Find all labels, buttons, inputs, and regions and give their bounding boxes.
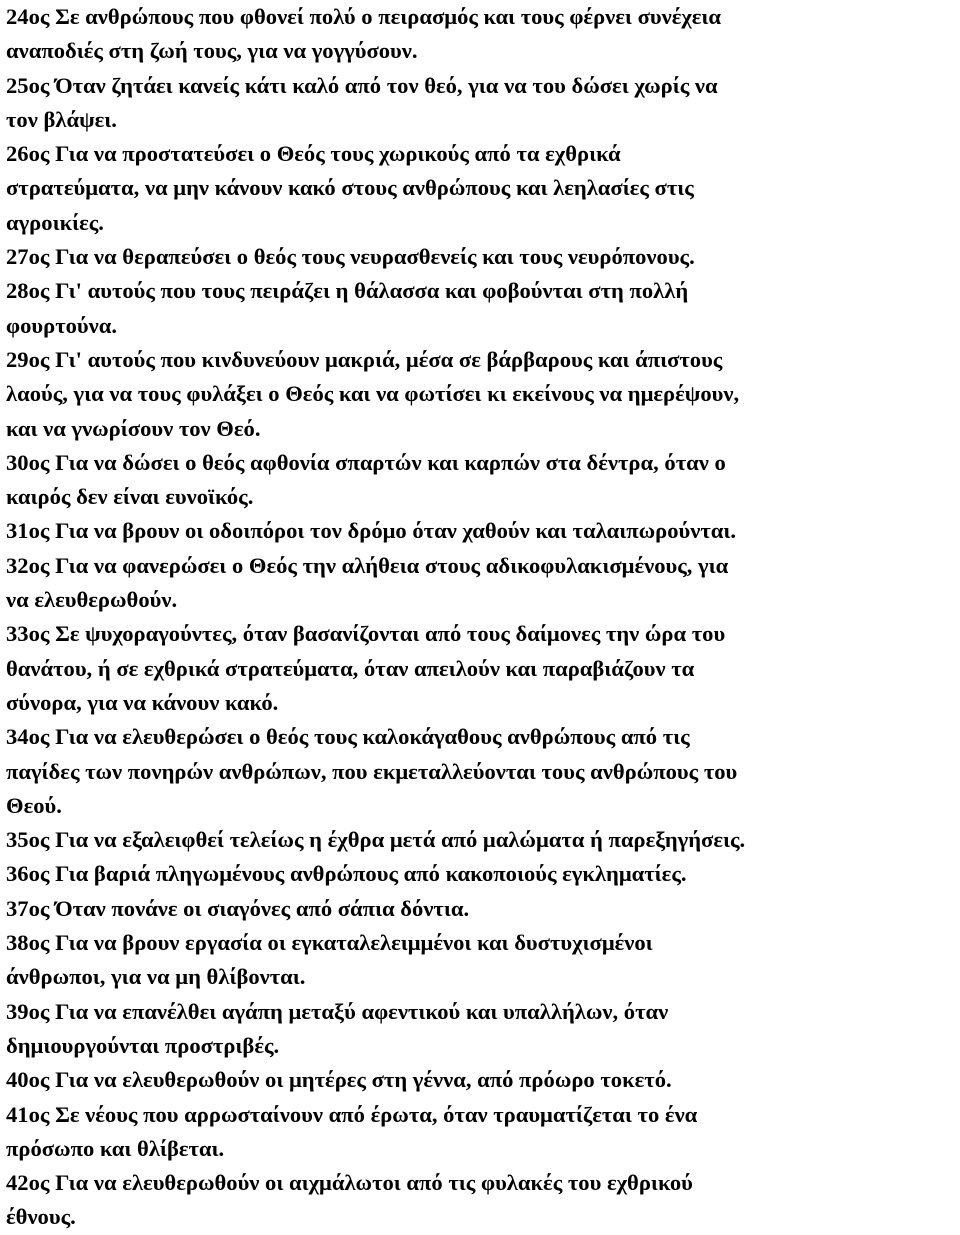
entry-38: 38ος Για να βρουν εργασία οι εγκαταλελειμμένοι και δυστυχισμένοι άνθρωποι, για να μη θλίβονται. — [6, 930, 653, 990]
entry-25: 25ος Όταν ζητάει κανείς κάτι καλό από τον θεό, για να του δώσει χωρίς να τον βλάψει. — [6, 72, 718, 132]
entry-39: 39ος Για να επανέλθει αγάπη μεταξύ αφεντικού και υπαλλήλων, όταν δημιουργούνται προστριβές. — [6, 998, 669, 1058]
entry-29: 29ος Γι' αυτούς που κινδυνεύουν μακριά, μέσα σε βάρβαρους και άπιστους λαούς, για να τους φυλάξει ο Θεός και να φωτίσει κι εκείνους να ημερέψουν, και να γνωρίσουν τον Θεό. — [6, 346, 740, 441]
entry-31: 31ος Για να βρουν οι οδοιπόροι τον δρόμο όταν χαθούν και ταλαιπωρούνται. — [6, 518, 737, 544]
entry-26: 26ος Για να προστατεύσει ο Θεός τους χωρικούς από τα εχθρικά στρατεύματα, να μην κάνουν κακό στους ανθρώπους και λεηλασίες στις αγροικίες. — [6, 141, 694, 235]
entry-36: 36ος Για βαριά πληγωμένους ανθρώπους από κακοποιούς εγκληματίες. — [6, 861, 687, 887]
entry-24: 24ος Σε ανθρώπους που φθονεί πολύ ο πειρασμός και τους φέρνει συνέχεια αναποδιές στη ζωή τους, για να γογγύσουν. — [6, 4, 722, 64]
entry-40: 40ος Για να ελευθερωθούν οι μητέρες στη γέννα, από πρόωρο τοκετό. — [6, 1067, 672, 1093]
entry-37: 37ος Όταν πονάνε οι σιαγόνες από σάπια δόντια. — [6, 895, 470, 921]
entry-27: 27ος Για να θεραπεύσει ο θεός τους νευρασθενείς και τους νευρόπονους. — [6, 244, 695, 270]
entry-34: 34ος Για να ελευθερώσει ο θεός τους καλοκάγαθους ανθρώπους από τις παγίδες των πονηρών ανθρώπων, που εκμεταλλεύονται τους ανθρώπους του Θεού. — [6, 724, 738, 818]
entry-28: 28ος Γι' αυτούς που τους πειράζει η θάλασσα και φοβούνται στη πολλή φουρτούνα. — [6, 278, 689, 338]
entry-32: 32ος Για να φανερώσει ο Θεός την αλήθεια στους αδικοφυλακισμένους, για να ελευθερωθούν. — [6, 552, 729, 613]
entry-33: 33ος Σε ψυχοραγούντες, όταν βασανίζονται από τους δαίμονες την ώρα του θανάτου, ή σε εχθρικά στρατεύματα, όταν απειλούν και παραβιάζουν τα σύνορα, για να κάνουν κακό. — [6, 621, 726, 715]
entry-42: 42ος Για να ελευθερωθούν οι αιχμάλωτοι από τις φυλακές του εχθρικού έθνους. — [6, 1170, 693, 1230]
entry-41: 41ος Σε νέους που αρρωσταίνουν από έρωτα, όταν τραυματίζεται το ένα πρόσωπο και θλίβεται. — [6, 1101, 698, 1161]
entry-30: 30ος Για να δώσει ο θεός αφθονία σπαρτών και καρπών στα δέντρα, όταν ο καιρός δεν είναι ευνοϊκός. — [6, 449, 726, 510]
entry-35: 35ος Για να εξαλειφθεί τελείως η έχθρα μετά από μαλώματα ή παρεξηγήσεις. — [6, 827, 746, 853]
